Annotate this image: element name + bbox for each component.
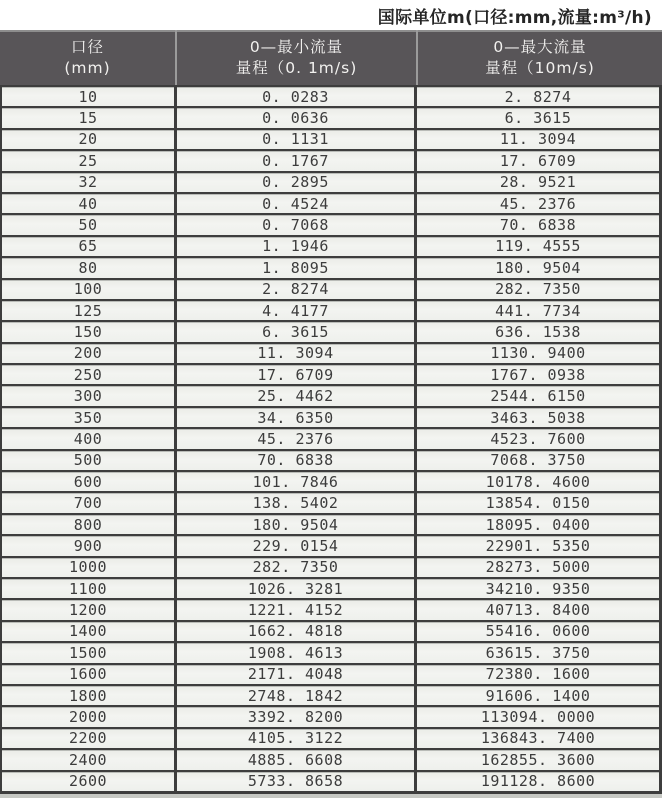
table-row bbox=[2, 235, 659, 256]
min-flow-cell: 180. 9504 bbox=[177, 515, 417, 534]
diameter-cell: 125 bbox=[2, 301, 177, 320]
header-diameter-line1: 口径 bbox=[70, 37, 104, 56]
header-max-flow-line1: 0—最大流量 bbox=[493, 37, 587, 56]
max-flow-cell: 63615. 3750 bbox=[485, 643, 591, 662]
table-row bbox=[2, 106, 659, 127]
diameter-cell: 32 bbox=[2, 173, 177, 192]
diameter-cell: 700 bbox=[2, 493, 177, 512]
table-row bbox=[2, 727, 659, 748]
table-row bbox=[2, 470, 659, 491]
diameter-cell: 350 bbox=[2, 408, 177, 427]
table-row bbox=[2, 684, 659, 705]
diameter-cell: 15 bbox=[2, 108, 177, 127]
diameter-cell: 900 bbox=[2, 536, 177, 555]
table-row bbox=[2, 320, 659, 341]
table-header bbox=[0, 30, 662, 85]
max-flow-cell: 282. 7350 bbox=[495, 280, 581, 299]
min-flow-cell: 2748. 1842 bbox=[177, 686, 417, 705]
diameter-cell: 2400 bbox=[2, 750, 177, 769]
table-row bbox=[2, 577, 659, 598]
table-row bbox=[2, 171, 659, 192]
max-flow-cell: 13854. 0150 bbox=[485, 494, 591, 513]
table-row bbox=[2, 427, 659, 448]
unit-title: 国际单位m(口径:mm,流量:m³/h) bbox=[377, 7, 652, 28]
min-flow-cell: 0. 7068 bbox=[177, 215, 417, 234]
min-flow-cell: 17. 6709 bbox=[177, 365, 417, 384]
table-row bbox=[2, 663, 659, 684]
diameter-cell: 10 bbox=[2, 87, 177, 106]
bottom-strip bbox=[0, 791, 662, 798]
diameter-cell: 25 bbox=[2, 151, 177, 170]
min-flow-cell: 5733. 8658 bbox=[177, 772, 417, 791]
max-flow-cell: 22901. 5350 bbox=[485, 536, 591, 555]
max-flow-cell: 119. 4555 bbox=[495, 237, 581, 256]
min-flow-cell: 0. 1767 bbox=[177, 151, 417, 170]
min-flow-cell: 1. 8095 bbox=[177, 258, 417, 277]
min-flow-cell: 34. 6350 bbox=[177, 408, 417, 427]
diameter-cell: 1200 bbox=[2, 600, 177, 619]
max-flow-cell: 28273. 5000 bbox=[485, 558, 591, 577]
diameter-cell: 50 bbox=[2, 215, 177, 234]
diameter-cell: 200 bbox=[2, 344, 177, 363]
max-flow-cell: 72380. 1600 bbox=[485, 665, 591, 684]
max-flow-cell: 136843. 7400 bbox=[480, 729, 596, 748]
max-flow-cell: 91606. 1400 bbox=[485, 686, 591, 705]
diameter-cell: 250 bbox=[2, 365, 177, 384]
table-row bbox=[2, 213, 659, 234]
min-flow-cell: 0. 4524 bbox=[177, 194, 417, 213]
diameter-cell: 20 bbox=[2, 130, 177, 149]
diameter-cell: 2200 bbox=[2, 729, 177, 748]
max-flow-cell: 2. 8274 bbox=[504, 87, 572, 106]
min-flow-cell: 3392. 8200 bbox=[177, 707, 417, 726]
min-flow-cell: 282. 7350 bbox=[177, 558, 417, 577]
max-flow-cell: 3463. 5038 bbox=[490, 408, 586, 427]
max-flow-cell: 4523. 7600 bbox=[490, 429, 586, 448]
min-flow-cell: 70. 6838 bbox=[177, 451, 417, 470]
table-row bbox=[2, 620, 659, 641]
diameter-cell: 400 bbox=[2, 429, 177, 448]
diameter-cell: 300 bbox=[2, 386, 177, 405]
table-row bbox=[2, 128, 659, 149]
max-flow-cell: 7068. 3750 bbox=[490, 451, 586, 470]
max-flow-cell: 28. 9521 bbox=[499, 173, 577, 192]
min-flow-cell: 25. 4462 bbox=[177, 386, 417, 405]
max-flow-cell: 191128. 8600 bbox=[480, 772, 596, 791]
table-row bbox=[2, 534, 659, 555]
table-row bbox=[2, 598, 659, 619]
table-body bbox=[0, 85, 662, 791]
min-flow-cell: 6. 3615 bbox=[177, 322, 417, 341]
table-row bbox=[2, 641, 659, 662]
diameter-cell: 80 bbox=[2, 258, 177, 277]
min-flow-cell: 1. 1946 bbox=[177, 237, 417, 256]
max-flow-cell: 18095. 0400 bbox=[485, 515, 591, 534]
title-bar bbox=[0, 0, 662, 30]
table-row bbox=[2, 149, 659, 170]
max-flow-cell: 11. 3094 bbox=[499, 130, 577, 149]
min-flow-cell: 0. 0283 bbox=[177, 87, 417, 106]
header-min-flow-line2: 量程（0. 1m/s) bbox=[235, 58, 358, 77]
diameter-cell: 2000 bbox=[2, 707, 177, 726]
max-flow-cell: 6. 3615 bbox=[504, 109, 572, 128]
table-row bbox=[2, 363, 659, 384]
min-flow-cell: 2. 8274 bbox=[177, 280, 417, 299]
header-max-flow-line2: 量程（10m/s) bbox=[485, 58, 595, 77]
header-diameter-line2: (mm) bbox=[64, 58, 111, 77]
diameter-cell: 1500 bbox=[2, 643, 177, 662]
diameter-cell: 65 bbox=[2, 237, 177, 256]
table-row bbox=[2, 513, 659, 534]
table-row bbox=[2, 278, 659, 299]
table-row bbox=[2, 192, 659, 213]
min-flow-cell: 0. 0636 bbox=[177, 108, 417, 127]
diameter-cell: 1600 bbox=[2, 665, 177, 684]
max-flow-cell: 10178. 4600 bbox=[485, 472, 591, 491]
min-flow-cell: 138. 5402 bbox=[177, 493, 417, 512]
max-flow-cell: 17. 6709 bbox=[499, 151, 577, 170]
max-flow-cell: 441. 7734 bbox=[495, 301, 581, 320]
max-flow-cell: 1767. 0938 bbox=[490, 365, 586, 384]
table-row bbox=[2, 705, 659, 726]
max-flow-cell: 636. 1538 bbox=[495, 322, 581, 341]
table-row bbox=[2, 449, 659, 470]
table-row bbox=[2, 748, 659, 769]
max-flow-cell: 40713. 8400 bbox=[485, 601, 591, 620]
min-flow-cell: 1026. 3281 bbox=[177, 579, 417, 598]
min-flow-cell: 45. 2376 bbox=[177, 429, 417, 448]
min-flow-cell: 1908. 4613 bbox=[177, 643, 417, 662]
min-flow-cell: 11. 3094 bbox=[177, 344, 417, 363]
header-diameter bbox=[0, 30, 177, 85]
diameter-cell: 1100 bbox=[2, 579, 177, 598]
diameter-cell: 40 bbox=[2, 194, 177, 213]
table-row bbox=[2, 342, 659, 363]
max-flow-cell: 1130. 9400 bbox=[490, 344, 586, 363]
table-row bbox=[2, 384, 659, 405]
min-flow-cell: 101. 7846 bbox=[177, 472, 417, 491]
min-flow-cell: 1221. 4152 bbox=[177, 600, 417, 619]
min-flow-cell: 0. 2895 bbox=[177, 173, 417, 192]
header-min-flow-line1: 0—最小流量 bbox=[249, 37, 344, 56]
table-row bbox=[2, 299, 659, 320]
min-flow-cell: 4105. 3122 bbox=[177, 729, 417, 748]
min-flow-cell: 4. 4177 bbox=[177, 301, 417, 320]
max-flow-cell: 55416. 0600 bbox=[485, 622, 591, 641]
diameter-cell: 800 bbox=[2, 515, 177, 534]
max-flow-cell: 180. 9504 bbox=[495, 258, 581, 277]
max-flow-cell: 162855. 3600 bbox=[480, 750, 596, 769]
diameter-cell: 100 bbox=[2, 280, 177, 299]
max-flow-cell: 70. 6838 bbox=[499, 216, 577, 235]
max-flow-cell: 113094. 0000 bbox=[480, 708, 596, 727]
header-min-flow bbox=[177, 30, 418, 85]
diameter-cell: 500 bbox=[2, 451, 177, 470]
diameter-cell: 150 bbox=[2, 322, 177, 341]
table-row bbox=[2, 85, 659, 106]
min-flow-cell: 2171. 4048 bbox=[177, 665, 417, 684]
diameter-cell: 1000 bbox=[2, 558, 177, 577]
diameter-cell: 1400 bbox=[2, 622, 177, 641]
table-row bbox=[2, 256, 659, 277]
header-max-flow bbox=[418, 30, 662, 85]
min-flow-cell: 4885. 6608 bbox=[177, 750, 417, 769]
min-flow-cell: 0. 1131 bbox=[177, 130, 417, 149]
table-row bbox=[2, 556, 659, 577]
max-flow-cell: 45. 2376 bbox=[499, 194, 577, 213]
table-row bbox=[2, 491, 659, 512]
diameter-cell: 1800 bbox=[2, 686, 177, 705]
table-row bbox=[2, 406, 659, 427]
min-flow-cell: 1662. 4818 bbox=[177, 622, 417, 641]
diameter-cell: 600 bbox=[2, 472, 177, 491]
max-flow-cell: 2544. 6150 bbox=[490, 387, 586, 406]
diameter-cell: 2600 bbox=[2, 772, 177, 791]
max-flow-cell: 34210. 9350 bbox=[485, 579, 591, 598]
table-row bbox=[2, 770, 659, 791]
min-flow-cell: 229. 0154 bbox=[177, 536, 417, 555]
